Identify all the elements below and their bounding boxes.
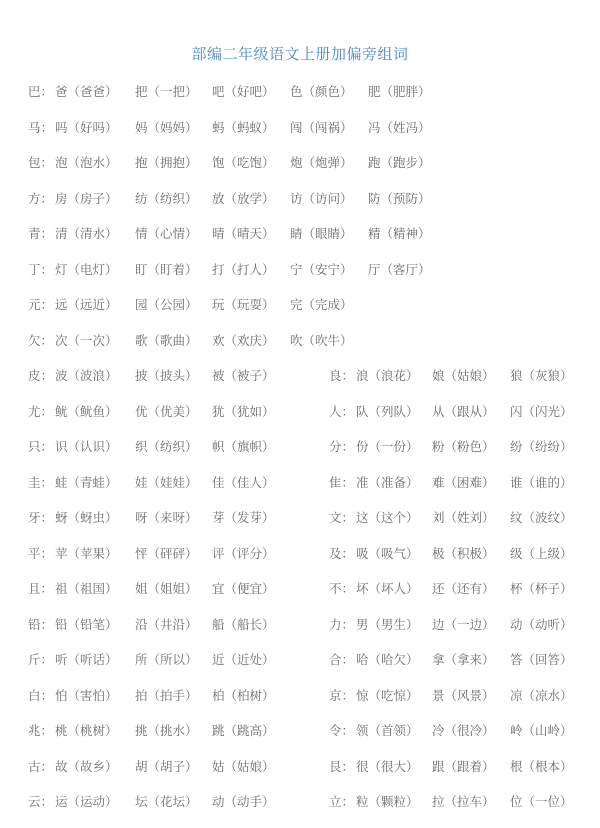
word-item: 远（远近） [55,297,118,312]
word-item: 胡（胡子） [135,758,198,774]
word-item: 肥（肥胖） [368,84,431,99]
word-item: 芽（发芽） [212,510,275,525]
word-item: 蛙（青蛙） [55,474,118,490]
row-ma [0,118,600,154]
radical-head: 马： [28,119,54,135]
word-item: 苹（苹果） [55,545,118,561]
word-item: 祖（祖国） [55,581,118,596]
radical-head: 丁： [28,261,54,277]
radical-head: 及： [329,545,355,561]
word-item: 评（评分） [212,545,275,561]
word-item: 精（精神） [368,226,431,241]
radical-head: 艮： [329,758,355,774]
word-item: 吸（吸气） [356,545,419,561]
word-item: 访（访问） [290,190,353,206]
word-item: 灯（电灯） [55,261,118,277]
word-item: 难（困难） [432,474,495,490]
radical-head: 斤： [28,652,54,667]
radical-head: 立： [329,794,355,809]
word-item: 识（认识） [55,439,118,454]
word-item: 从（跟从） [432,403,495,419]
row-split [0,473,600,509]
word-item: 挑（挑水） [135,723,198,738]
row-split [0,366,600,402]
word-item: 狼（灰狼） [510,368,573,383]
word-item: 近（近处） [212,652,275,667]
word-item: 领（首领） [356,723,419,738]
row-split [0,508,600,544]
word-item: 凉（凉水） [510,687,573,703]
word-item: 呀（来呀） [135,510,198,525]
word-item: 拍（拍手） [135,687,198,703]
word-item: 坏（坏人） [356,581,419,596]
word-item: 波（波浪） [55,368,118,383]
word-item: 被（被子） [212,368,275,383]
word-item: 次（一次） [55,332,118,348]
radical-head: 皮： [28,368,54,383]
word-item: 欢（欢庆） [212,332,275,348]
row-yuan [0,295,600,331]
word-item: 跟（跟着） [432,758,495,774]
word-item: 很（很大） [356,758,419,774]
word-item: 打（打人） [212,261,275,277]
word-item: 杯（杯子） [510,581,573,596]
word-item: 房（房子） [55,190,118,206]
row-split [0,544,600,580]
word-item: 运（运动） [55,794,118,809]
word-item: 佳（佳人） [212,474,275,490]
word-item: 故（故乡） [55,758,118,774]
word-item: 粒（颗粒） [356,794,419,809]
word-item: 娘（姑娘） [432,368,495,383]
word-item: 泡（泡水） [55,155,118,170]
radical-head: 合： [329,652,355,667]
word-item: 吧（好吧） [212,84,275,99]
word-list [0,82,600,828]
radical-head: 令： [329,723,355,738]
word-item: 桃（桃树） [55,723,118,738]
word-item: 炮（炮弹） [290,155,353,170]
row-qing [0,224,600,260]
word-item: 睛（眼睛） [290,226,353,241]
radical-head: 不： [329,581,355,596]
radical-head: 云： [28,794,54,809]
word-item: 蚜（蚜虫） [55,510,118,525]
word-item: 浪（浪花） [356,368,419,383]
word-item: 饱（吃饱） [212,155,275,170]
radical-head: 青： [28,226,54,241]
word-item: 玩（玩耍） [212,297,275,312]
radical-head: 圭： [28,474,54,490]
word-item: 防（预防） [368,190,431,206]
radical-head: 尤： [28,403,54,419]
page-title: 部编二年级语文上册加偏旁组词 [191,45,409,63]
word-item: 景（风景） [432,687,495,703]
word-item: 跳（跳高） [212,723,275,738]
word-item: 织（纺织） [135,439,198,454]
word-item: 船（船长） [212,616,275,632]
row-ba [0,82,600,118]
row-split [0,650,600,686]
row-split [0,402,600,438]
row-split [0,437,600,473]
word-item: 吗（好吗） [55,119,118,135]
word-item: 份（一份） [356,439,419,454]
word-item: 清（清水） [55,226,118,241]
word-item: 把（一把） [135,84,198,99]
word-item: 抱（拥抱） [135,155,198,170]
radical-head: 古： [28,758,54,774]
row-split [0,579,600,615]
word-item: 厅（客厅） [368,261,431,277]
word-item: 根（根本） [510,758,573,774]
word-item: 谁（谁的） [510,474,573,490]
word-item: 动（动手） [212,794,275,809]
word-item: 妈（妈妈） [135,119,198,135]
word-item: 盯（盯着） [135,261,198,277]
row-split [0,721,600,757]
row-qian [0,331,600,367]
word-item: 队（列队） [356,403,419,419]
word-item: 沿（井沿） [135,616,198,632]
word-item: 岭（山岭） [510,723,573,738]
word-item: 色（颜色） [290,84,353,99]
radical-head: 包： [28,155,54,170]
word-item: 答（回答） [510,652,573,667]
word-item: 园（公园） [135,297,198,312]
word-item: 姐（姐姐） [135,581,198,596]
radical-head: 方： [28,190,54,206]
radical-head: 隹： [329,474,355,490]
radical-head: 元： [28,297,54,312]
word-item: 姑（姑娘） [212,758,275,774]
word-item: 放（放学） [212,190,275,206]
radical-head: 平： [28,545,54,561]
word-item: 这（这个） [356,510,419,525]
row-bao [0,153,600,189]
word-item: 优（优美） [135,403,198,419]
word-item: 还（还有） [432,581,495,596]
word-item: 鱿（鱿鱼） [55,403,118,419]
radical-head: 铅： [28,616,54,632]
word-item: 披（披头） [135,368,198,383]
word-item: 柏（柏树） [212,687,275,703]
word-item: 蚂（蚂蚁） [212,119,275,135]
word-item: 冷（很冷） [432,723,495,738]
word-item: 边（一边） [432,616,495,632]
radical-head: 欠： [28,332,54,348]
word-item: 哈（哈欠） [356,652,419,667]
word-item: 怕（害怕） [55,687,118,703]
word-item: 拿（拿来） [432,652,495,667]
word-item: 听（听话） [55,652,118,667]
radical-head: 分： [329,439,355,454]
word-item: 刘（姓刘） [432,510,495,525]
word-item: 纷（纷纷） [510,439,573,454]
radical-head: 牙： [28,510,54,525]
radical-head: 只： [28,439,54,454]
word-item: 冯（姓冯） [368,119,431,135]
word-item: 坛（花坛） [135,794,198,809]
word-item: 男（男生） [356,616,419,632]
radical-head: 白： [28,687,54,703]
word-item: 娃（娃娃） [135,474,198,490]
word-item: 级（上级） [510,545,573,561]
radical-head: 力： [329,616,355,632]
word-item: 怦（砰砰） [135,545,198,561]
word-item: 跑（跑步） [368,155,431,170]
word-item: 爸（爸爸） [55,84,118,99]
row-ding [0,260,600,296]
row-split [0,757,600,793]
radical-head: 巴： [28,84,54,99]
row-split [0,792,600,828]
word-item: 粉（粉色） [432,439,495,454]
word-item: 惊（吃惊） [356,687,419,703]
radical-head: 人： [329,403,355,419]
radical-head: 兆： [28,723,54,738]
word-item: 动（动听） [510,616,573,632]
word-item: 闪（闪光） [510,403,573,419]
word-item: 位（一位） [510,794,573,809]
word-item: 晴（晴天） [212,226,275,241]
row-fang [0,189,600,225]
word-item: 宁（安宁） [290,261,353,277]
word-item: 准（准备） [356,474,419,490]
row-split [0,686,600,722]
row-split [0,615,600,651]
word-item: 完（完成） [290,297,353,312]
word-item: 歌（歌曲） [135,332,198,348]
word-item: 情（心情） [135,226,198,241]
word-item: 所（所以） [135,652,198,667]
word-item: 宜（便宜） [212,581,275,596]
radical-head: 文： [329,510,355,525]
word-item: 铅（铅笔） [55,616,118,632]
word-item: 帜（旗帜） [212,439,275,454]
radical-head: 且： [28,581,54,596]
word-item: 纹（波纹） [510,510,573,525]
radical-head: 京： [329,687,355,703]
word-item: 纺（纺织） [135,190,198,206]
word-item: 闯（闯祸） [290,119,353,135]
word-item: 吹（吹牛） [290,332,353,348]
word-item: 犹（犹如） [212,403,275,419]
word-item: 极（积极） [432,545,495,561]
radical-head: 良： [329,368,355,383]
word-item: 拉（拉车） [432,794,495,809]
